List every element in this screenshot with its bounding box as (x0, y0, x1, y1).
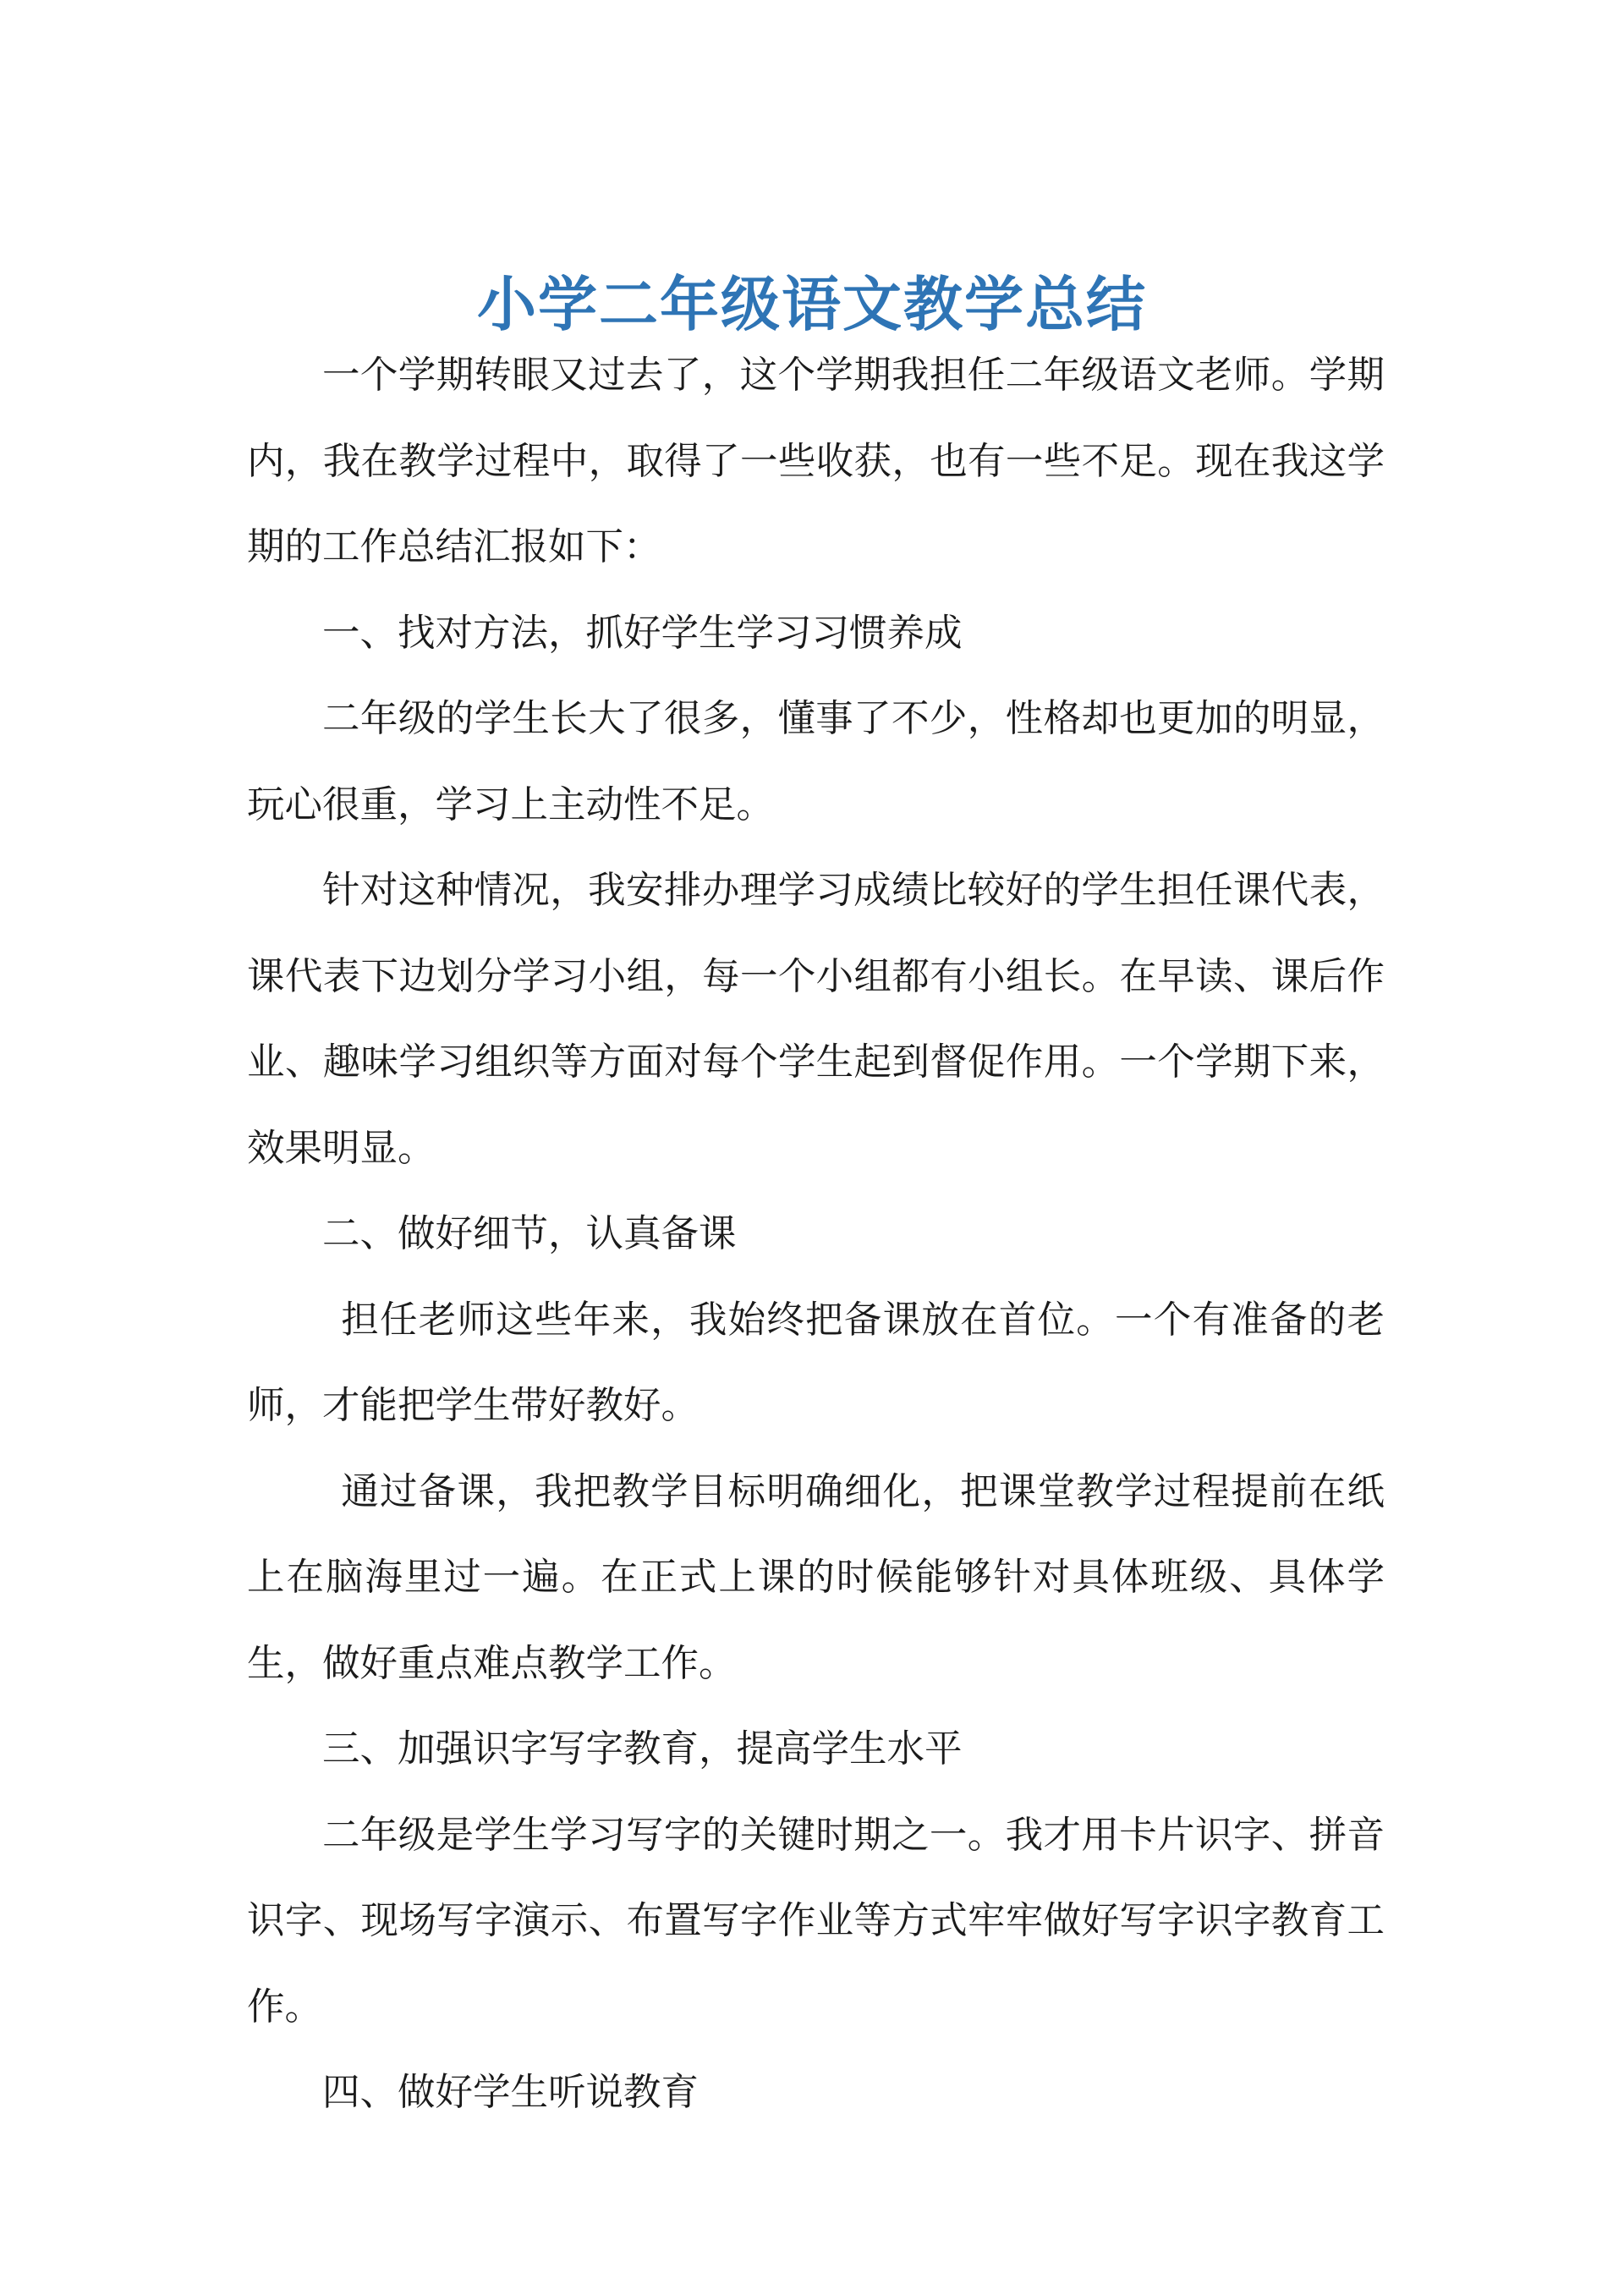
section-heading-4: 四、做好学生听说教育 (322, 2071, 700, 2114)
paragraph-3a: 二年级是学生学习写字的关键时期之一。我才用卡片识字、拼音识字、现场写字演示、布置写字作业等方式牢牢做好写字识字教育工作。 (247, 1813, 1385, 2029)
paragraph-intro: 一个学期转眼又过去了，这个学期我担任二年级语文老师。学期内，我在教学过程中，取得了一些收获，也有一些不足。现在我这学期的工作总结汇报如下： (247, 354, 1385, 568)
paragraph-1a: 二年级的学生长大了很多，懂事了不少，性格却也更加的明显，玩心很重，学习上主动性不足。 (247, 697, 1385, 826)
document-title: 小学二年级语文教学总结 (477, 268, 1147, 339)
document-body (247, 332, 1385, 2136)
section-heading-1: 一、找对方法，抓好学生学习习惯养成 (322, 611, 963, 655)
paragraph-2b: 通过备课，我把教学目标明确细化，把课堂教学过程提前在纸上在脑海里过一遍。在正式上课的时候能够针对具体班级、具体学生，做好重点难点教学工作。 (247, 1469, 1385, 1685)
section-heading-2: 二、做好细节，认真备课 (322, 1212, 737, 1255)
section-heading-3: 三、加强识字写字教育，提高学生水平 (322, 1727, 963, 1771)
paragraph-1b: 针对这种情况，我安排办理学习成绩比较好的学生担任课代表，课代表下边划分学习小组，每一个小组都有小组长。在早读、课后作业、趣味学习组织等方面对每个学生起到督促作用。一个学期下来，效果明显。 (247, 869, 1385, 1170)
paragraph-2a: 担任老师这些年来，我始终把备课放在首位。一个有准备的老师，才能把学生带好教好。 (247, 1298, 1385, 1427)
